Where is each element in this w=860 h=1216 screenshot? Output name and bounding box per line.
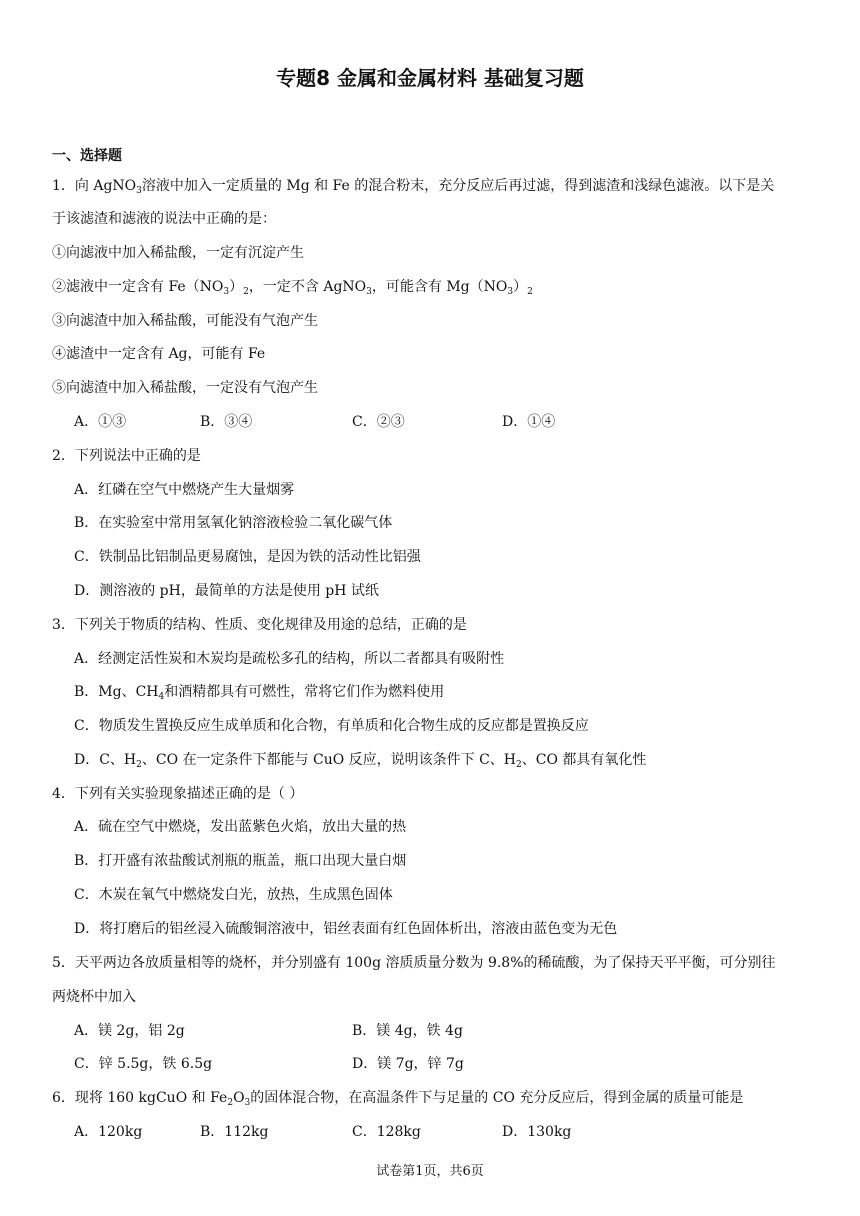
question-2-option-a: A．红磷在空气中燃烧产生大量烟雾 [74,482,295,498]
question-5-option-a: A．镁 2g，铝 2g [74,1023,185,1039]
page-title: 专题8 金属和金属材料 基础复习题 [276,66,584,90]
question-1-option-c: C．②③ [352,414,405,430]
question-6-option-b: B．112kg [200,1124,269,1140]
question-4-option-b: B．打开盛有浓盐酸试剂瓶的瓶盖，瓶口出现大量白烟 [74,853,407,869]
question-1-option-d: D．①④ [502,414,556,430]
question-5-option-c: C．锌 5.5g，铁 6.5g [74,1056,213,1072]
question-5-option-d: D．镁 7g，锌 7g [352,1056,464,1072]
question-2-option-d: D．测溶液的 pH，最简单的方法是使用 pH 试纸 [74,583,379,599]
question-5-stem: 5．天平两边各放质量相等的烧杯，并分别盛有 100g 溶质质量分数为 9.8%的稀硫酸，为了保持天平平衡，可分别往 [52,955,776,971]
question-1-statement-4: ④滤渣中一定含有 Ag，可能有 Fe [52,346,266,362]
question-5-stem-line2: 两烧杯中加入 [52,989,136,1005]
question-4-stem: 4．下列有关实验现象描述正确的是（ ） [52,786,304,802]
question-4-option-c: C．木炭在氧气中燃烧发白光，放热，生成黑色固体 [74,887,393,903]
question-3-stem: 3．下列关于物质的结构、性质、变化规律及用途的总结，正确的是 [52,617,467,633]
question-1-statement-3: ③向滤渣中加入稀盐酸，可能没有气泡产生 [52,313,318,329]
question-1-statement-5: ⑤向滤渣中加入稀盐酸，一定没有气泡产生 [52,380,318,396]
question-2-stem: 2．下列说法中正确的是 [52,448,201,464]
question-6-option-a: A．120kg [74,1124,143,1140]
question-4-option-d: D．将打磨后的铝丝浸入硫酸铜溶液中，铝丝表面有红色固体析出，溶液由蓝色变为无色 [74,921,618,937]
question-3-option-c: C．物质发生置换反应生成单质和化合物，有单质和化合物生成的反应都是置换反应 [74,718,589,734]
question-1-statement-1: ①向滤液中加入稀盐酸，一定有沉淀产生 [52,245,304,261]
question-3-option-d: D．C、$H_2$、CO 在一定条件下都能与 CuO 反应，说明该条件下 C、$H_2$、CO 都具有氧化性 [74,752,647,770]
section-heading: 一、选择题 [52,148,122,164]
question-1-option-b: B．③④ [200,414,253,430]
question-1-statement-2: ②滤液中一定含有 $Fe(NO_3)_2$，一定不含 AgNO$_3$，可能含有 $Mg(NO_3)_2$ [52,279,533,297]
question-6-option-d: D．130kg [502,1124,572,1140]
question-6-stem: 6．现将 160 kgCuO 和 $Fe_2O_3$的固体混合物，在高温条件下与足量的 CO 充分反应后，得到金属的质量可能是 [52,1090,744,1108]
question-1-option-a: A．①③ [74,414,127,430]
question-5-option-b: B．镁 4g，铁 4g [352,1023,463,1039]
question-1-stem: 1．向 AgNO$_3$溶液中加入一定质量的 Mg 和 Fe 的混合粉末，充分反应后再过滤，得到滤渣和浅绿色滤液。以下是关 [52,178,775,196]
question-1-stem-line2: 于该滤渣和滤液的说法中正确的是： [52,211,276,227]
question-6-option-c: C．128kg [352,1124,421,1140]
page-footer: 试卷第1页，共6页 [376,1164,484,1179]
question-3-option-b: B．Mg、$CH_4$和酒精都具有可燃性，常将它们作为燃料使用 [74,684,445,702]
question-2-option-b: B．在实验室中常用氢氧化钠溶液检验二氧化碳气体 [74,515,393,531]
question-3-option-a: A．经测定活性炭和木炭均是疏松多孔的结构，所以二者都具有吸附性 [74,651,505,667]
question-2-option-c: C．铁制品比铝制品更易腐蚀，是因为铁的活动性比铝强 [74,549,421,565]
question-4-option-a: A．硫在空气中燃烧，发出蓝紫色火焰，放出大量的热 [74,819,407,835]
